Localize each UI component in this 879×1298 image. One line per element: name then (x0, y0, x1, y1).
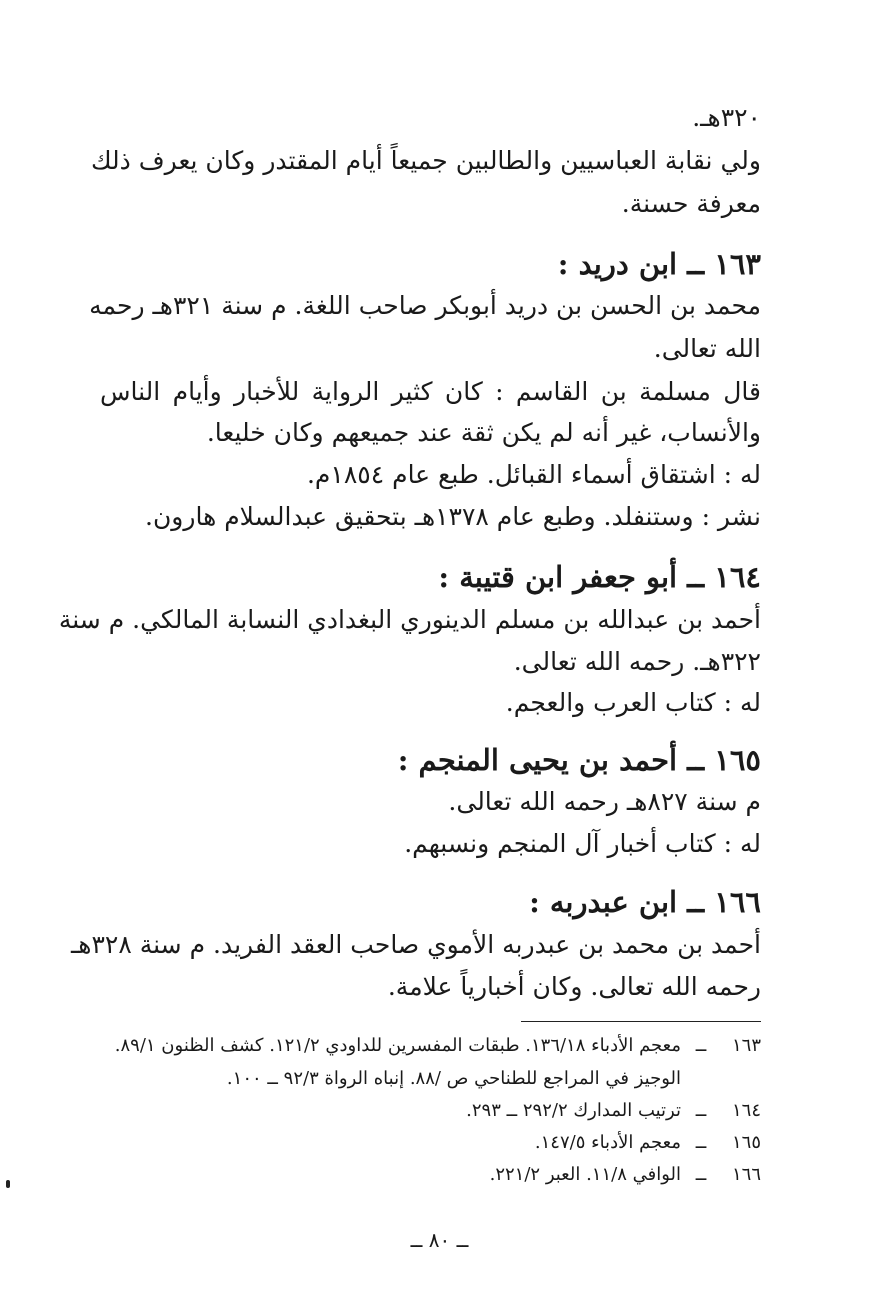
entry-heading-163: ١٦٣ ــ ابن دريد : (557, 247, 761, 281)
entry-165-line-2: له : كتاب أخبار آل المنجم ونسبهم. (404, 829, 761, 858)
footnote-164-line-1: ترتيب المدارك ٢٩٢/٢ ــ ٢٩٣. (466, 1100, 681, 1121)
entry-163-line-2: الله تعالى. (653, 334, 761, 363)
footnote-164-number: ١٦٤ (731, 1100, 761, 1121)
footnote-165-line-1: معجم الأدباء ١٤٧/٥. (534, 1132, 681, 1153)
entry-164-line-2: ٣٢٢هـ. رحمه الله تعالى. (513, 647, 761, 676)
entry-166-line-1: أحمد بن محمد بن عبدربه الأموي صاحب العقد الفريد. م سنة ٣٢٨هـ (70, 930, 761, 959)
footnote-163-line-1: معجم الأدباء ١٣٦/١٨. طبقات المفسرين للداودي ١٢١/٢. كشف الظنون ٨٩/١. (114, 1035, 681, 1056)
footnote-166-line-1: الوافي ١١/٨. العبر ٢٢١/٢. (489, 1164, 681, 1185)
intro-line-1: ولي نقابة العباسيين والطالبين جميعاً أيام المقتدر وكان يعرف ذلك (90, 146, 761, 175)
footnote-separator (521, 1021, 761, 1022)
scan-speck (6, 1180, 10, 1188)
entry-164-line-1: أحمد بن عبدالله بن مسلم الدينوري البغدادي النسابة المالكي. م سنة (58, 605, 761, 634)
entry-163-line-4: والأنساب، غير أنه لم يكن ثقة عند جميعهم وكان خليعا. (206, 418, 761, 447)
footnote-166-dash: ــ (695, 1164, 707, 1185)
footnote-163-line-2: الوجيز في المراجع للطناحي ص /٨٨. إنباه الرواة ٩٢/٣ ــ ١٠٠. (226, 1068, 681, 1089)
footnote-164-dash: ــ (695, 1100, 707, 1121)
entry-heading-165: ١٦٥ ــ أحمد بن يحيى المنجم : (397, 743, 761, 777)
year-line: ٣٢٠هـ. (692, 103, 761, 132)
footnote-165-dash: ــ (695, 1132, 707, 1153)
entry-163-line-6: نشر : وستنفلد. وطبع عام ١٣٧٨هـ بتحقيق عبدالسلام هارون. (145, 502, 761, 531)
entry-163-line-5: له : اشتقاق أسماء القبائل. طبع عام ١٨٥٤م. (306, 460, 761, 489)
footnote-163-dash: ــ (695, 1035, 707, 1056)
entry-heading-166: ١٦٦ ــ ابن عبدربه : (529, 885, 761, 919)
footnote-166-number: ١٦٦ (731, 1164, 761, 1185)
entry-164-line-3: له : كتاب العرب والعجم. (505, 688, 761, 717)
footnote-165-number: ١٦٥ (731, 1132, 761, 1153)
entry-heading-164: ١٦٤ ــ أبو جعفر ابن قتيبة : (438, 560, 761, 594)
entry-163-line-1: محمد بن الحسن بن دريد أبوبكر صاحب اللغة. م سنة ٣٢١هـ رحمه (89, 291, 761, 320)
intro-line-2: معرفة حسنة. (621, 189, 761, 218)
entry-165-line-1: م سنة ٨٢٧هـ رحمه الله تعالى. (448, 787, 761, 816)
footnote-163-number: ١٦٣ (731, 1035, 761, 1056)
entry-166-line-2: رحمه الله تعالى. وكان أخبارياً علامة. (387, 972, 761, 1001)
page-number: ــ ٨٠ ــ (410, 1228, 469, 1252)
entry-163-line-3: قال مسلمة بن القاسم : كان كثير الرواية للأخبار وأيام الناس (100, 377, 761, 406)
